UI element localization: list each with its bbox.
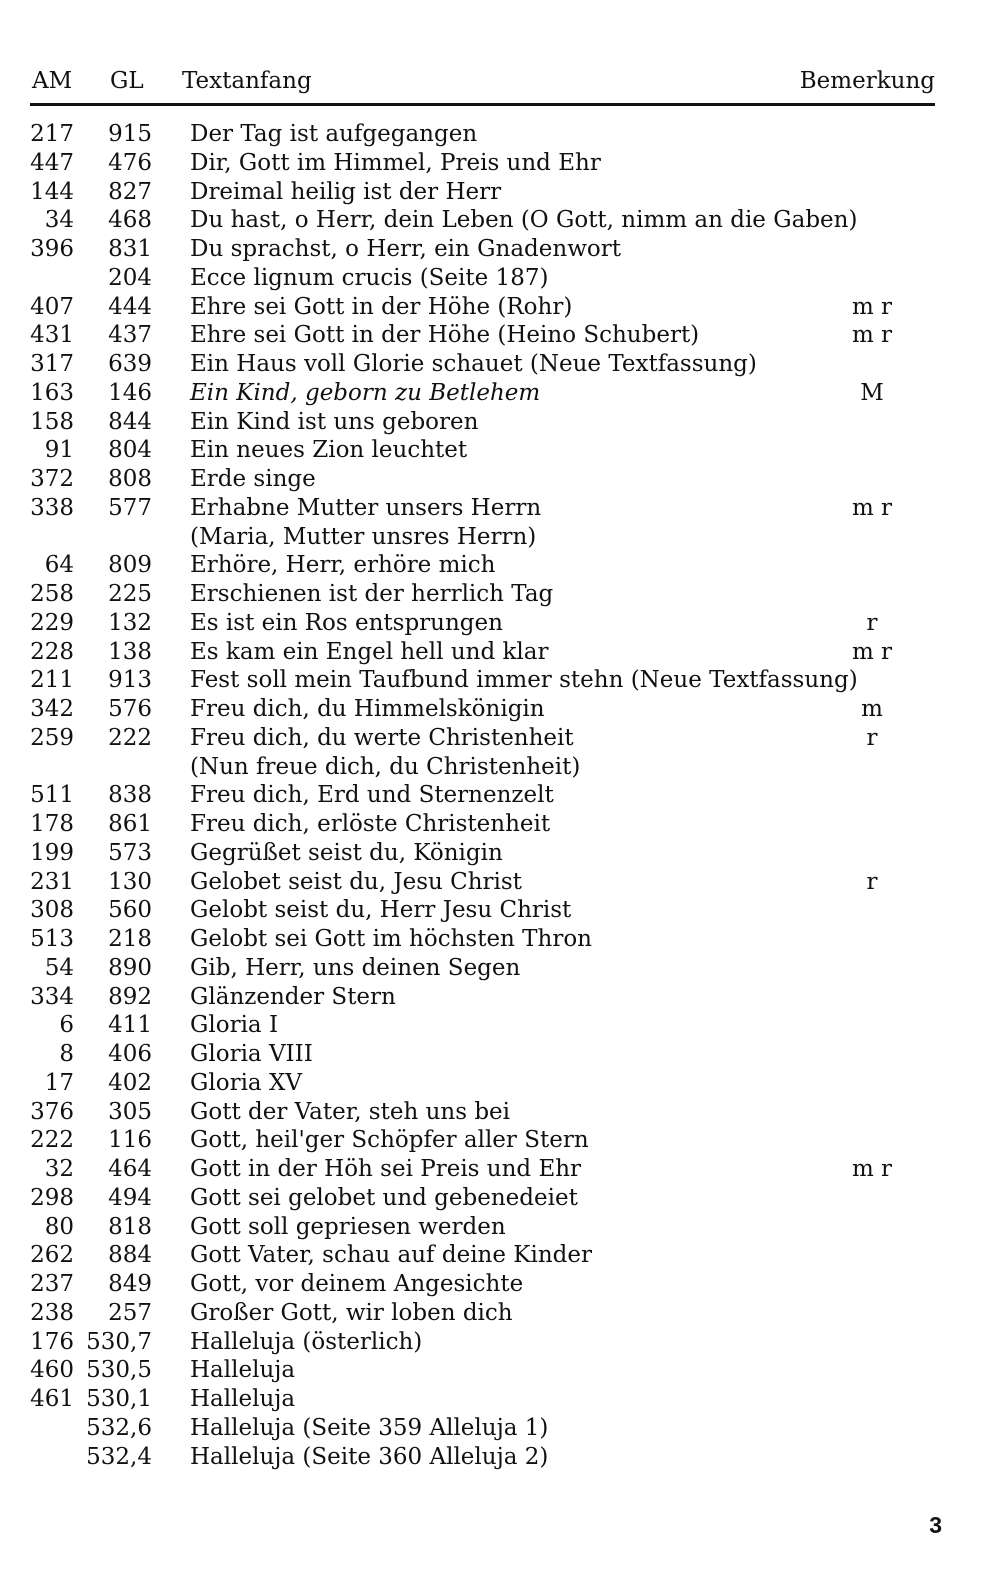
- header-bemerkung: Bemerkung: [799, 68, 935, 94]
- text-cell: Glänzender Stern: [190, 983, 396, 1010]
- table-row: [0, 896, 1000, 925]
- text-cell: Ein neues Zion leuchtet: [190, 437, 468, 464]
- table-row: [0, 1069, 1000, 1098]
- table-row: [0, 1414, 1000, 1443]
- remark-cell: m r: [851, 638, 893, 665]
- gl-cell: 204: [108, 264, 152, 291]
- table-row: [0, 551, 1000, 580]
- table-header: [30, 64, 935, 104]
- text-cell: Gloria I: [190, 1012, 279, 1039]
- text-cell: Gott, heil'ger Schöpfer aller Stern: [190, 1127, 589, 1154]
- remark-cell: r: [866, 609, 878, 636]
- table-row: [0, 436, 1000, 465]
- gl-cell: 913: [108, 667, 152, 694]
- table-row: [0, 1213, 1000, 1242]
- am-cell: 34: [44, 207, 74, 234]
- hymn-table: [0, 120, 1000, 1471]
- text-cell: Ehre sei Gott in der Höhe (Heino Schubert): [190, 322, 700, 349]
- text-cell: Dir, Gott im Himmel, Preis und Ehr: [190, 149, 601, 176]
- text-cell: Gelobt seist du, Herr Jesu Christ: [190, 897, 572, 924]
- gl-cell: 411: [108, 1012, 152, 1039]
- table-row: [0, 1241, 1000, 1270]
- text-cell: Der Tag ist aufgegangen: [190, 121, 478, 147]
- table-row: [0, 494, 1000, 523]
- text-cell: Ecce lignum crucis (Seite 187): [190, 264, 549, 291]
- text-cell: Gloria VIII: [190, 1041, 313, 1067]
- gl-cell: 577: [108, 494, 152, 521]
- gl-cell: 639: [108, 351, 152, 377]
- gl-cell: 406: [108, 1041, 152, 1067]
- am-cell: 511: [30, 782, 74, 809]
- text-cell: Ein Kind, geborn zu Betlehem: [190, 379, 541, 406]
- text-cell: Erhabne Mutter unsers Herrn: [190, 494, 542, 521]
- am-cell: 229: [30, 609, 74, 636]
- gl-cell: 915: [108, 121, 152, 147]
- header-gl: GL: [110, 68, 144, 94]
- am-cell: 222: [30, 1127, 74, 1154]
- table-row: [0, 523, 1000, 552]
- am-cell: 163: [30, 379, 74, 406]
- table-row: [0, 954, 1000, 983]
- text-cell: Gott sei gelobet und gebenedeiet: [190, 1184, 578, 1211]
- gl-cell: 116: [108, 1127, 152, 1154]
- am-cell: 176: [30, 1328, 74, 1355]
- gl-cell: 222: [108, 724, 152, 751]
- text-cell: Erde singe: [190, 466, 316, 492]
- table-row: [0, 868, 1000, 897]
- table-row: [0, 609, 1000, 638]
- gl-cell: 532,4: [86, 1443, 152, 1470]
- page-number: 3: [929, 1512, 942, 1538]
- text-cell: Erhöre, Herr, erhöre mich: [190, 552, 496, 579]
- remark-cell: r: [866, 724, 878, 751]
- header-textanfang: Textanfang: [182, 68, 312, 94]
- text-cell: Gott der Vater, steh uns bei: [190, 1098, 511, 1125]
- text-cell: Halleluja: [190, 1386, 296, 1412]
- text-cell: Ein Haus voll Glorie schauet (Neue Textfassung): [190, 351, 757, 377]
- gl-cell: 530,1: [86, 1386, 152, 1412]
- table-row: [0, 408, 1000, 437]
- header-am: AM: [32, 68, 73, 94]
- table-row: [0, 206, 1000, 235]
- am-cell: 238: [30, 1299, 74, 1326]
- table-row: [0, 1356, 1000, 1385]
- table-row: [0, 1385, 1000, 1414]
- am-cell: 211: [30, 667, 74, 694]
- am-cell: 6: [59, 1012, 74, 1039]
- am-cell: 298: [30, 1184, 74, 1211]
- gl-cell: 464: [108, 1156, 152, 1182]
- table-row: [0, 638, 1000, 667]
- table-row: [0, 983, 1000, 1012]
- text-cell: Freu dich, du werte Christenheit: [190, 724, 574, 751]
- table-row: [0, 1270, 1000, 1299]
- table-row: [0, 1098, 1000, 1127]
- text-cell: Halleluja (österlich): [190, 1328, 423, 1355]
- table-row: [0, 264, 1000, 293]
- table-row: [0, 810, 1000, 839]
- table-row: [0, 695, 1000, 724]
- am-cell: 342: [30, 696, 74, 722]
- am-cell: 259: [30, 724, 74, 751]
- am-cell: 144: [30, 178, 74, 205]
- text-cell: Halleluja: [190, 1357, 296, 1384]
- text-cell: Freu dich, Erd und Sternenzelt: [190, 782, 554, 809]
- am-cell: 396: [30, 236, 74, 262]
- am-cell: 334: [30, 983, 74, 1010]
- am-cell: 237: [30, 1271, 74, 1297]
- am-cell: 407: [30, 293, 74, 320]
- gl-cell: 890: [108, 954, 152, 981]
- gl-cell: 146: [108, 379, 152, 406]
- table-row: [0, 149, 1000, 178]
- remark-cell: m r: [851, 293, 893, 320]
- table-row: [0, 1184, 1000, 1213]
- table-row: [0, 1299, 1000, 1328]
- table-row: [0, 1155, 1000, 1184]
- gl-cell: 468: [108, 207, 152, 234]
- am-cell: 91: [44, 437, 74, 464]
- gl-cell: 838: [108, 782, 152, 809]
- am-cell: 178: [30, 811, 74, 837]
- table-row: [0, 753, 1000, 782]
- am-cell: 376: [30, 1098, 74, 1125]
- am-cell: 372: [30, 466, 74, 492]
- text-cell: Es ist ein Ros entsprungen: [190, 609, 503, 636]
- text-cell: Gott Vater, schau auf deine Kinder: [190, 1242, 592, 1269]
- text-cell: Fest soll mein Taufbund immer stehn (Neue Textfassung): [190, 667, 858, 694]
- table-row: [0, 580, 1000, 609]
- remark-cell: m: [861, 696, 883, 722]
- gl-cell: 809: [108, 552, 152, 579]
- am-cell: 308: [30, 897, 74, 924]
- gl-cell: 530,7: [86, 1328, 152, 1355]
- header-rule: [30, 103, 935, 106]
- gl-cell: 437: [108, 322, 152, 349]
- text-cell: Gib, Herr, uns deinen Segen: [190, 954, 521, 981]
- text-cell: (Maria, Mutter unsres Herrn): [190, 523, 537, 550]
- gl-cell: 831: [108, 236, 152, 262]
- text-cell: Gelobet seist du, Jesu Christ: [190, 868, 522, 895]
- text-cell: Halleluja (Seite 360 Alleluja 2): [190, 1443, 549, 1470]
- gl-cell: 305: [108, 1098, 152, 1125]
- gl-cell: 818: [108, 1213, 152, 1240]
- gl-cell: 138: [108, 638, 152, 665]
- gl-cell: 884: [108, 1242, 152, 1269]
- table-row: [0, 321, 1000, 350]
- table-row: [0, 724, 1000, 753]
- am-cell: 231: [30, 868, 74, 895]
- table-row: [0, 1328, 1000, 1357]
- am-cell: 447: [30, 149, 74, 176]
- text-cell: Gloria XV: [190, 1069, 302, 1096]
- am-cell: 338: [30, 494, 74, 521]
- am-cell: 228: [30, 638, 74, 665]
- table-row: [0, 1443, 1000, 1472]
- text-cell: Du hast, o Herr, dein Leben (O Gott, nimm an die Gaben): [190, 207, 858, 234]
- gl-cell: 476: [108, 149, 152, 176]
- gl-cell: 861: [108, 811, 152, 837]
- gl-cell: 573: [108, 839, 152, 866]
- gl-cell: 804: [108, 437, 152, 464]
- table-row: [0, 379, 1000, 408]
- text-cell: Großer Gott, wir loben dich: [190, 1299, 513, 1326]
- table-row: [0, 1040, 1000, 1069]
- am-cell: 217: [30, 121, 74, 147]
- am-cell: 64: [44, 552, 74, 579]
- gl-cell: 808: [108, 466, 152, 492]
- text-cell: Gelobt sei Gott im höchsten Thron: [190, 926, 592, 952]
- table-row: [0, 350, 1000, 379]
- table-row: [0, 1011, 1000, 1040]
- text-cell: Gott, vor deinem Angesichte: [190, 1271, 524, 1297]
- am-cell: 431: [30, 322, 74, 349]
- gl-cell: 827: [108, 178, 152, 205]
- table-row: [0, 178, 1000, 207]
- am-cell: 158: [30, 408, 74, 435]
- gl-cell: 444: [108, 293, 152, 320]
- text-cell: (Nun freue dich, du Christenheit): [190, 753, 581, 780]
- table-row: [0, 925, 1000, 954]
- text-cell: Ein Kind ist uns geboren: [190, 408, 479, 435]
- text-cell: Halleluja (Seite 359 Alleluja 1): [190, 1414, 549, 1441]
- gl-cell: 257: [108, 1299, 152, 1326]
- gl-cell: 218: [108, 926, 152, 952]
- gl-cell: 132: [108, 609, 152, 636]
- gl-cell: 225: [108, 581, 152, 607]
- am-cell: 8: [59, 1041, 74, 1067]
- am-cell: 461: [30, 1386, 74, 1412]
- text-cell: Freu dich, erlöste Christenheit: [190, 811, 551, 837]
- remark-cell: m r: [851, 494, 893, 521]
- table-row: [0, 465, 1000, 494]
- text-cell: Dreimal heilig ist der Herr: [190, 178, 502, 205]
- text-cell: Du sprachst, o Herr, ein Gnadenwort: [190, 236, 621, 262]
- table-row: [0, 781, 1000, 810]
- am-cell: 80: [44, 1213, 74, 1240]
- gl-cell: 130: [108, 868, 152, 895]
- am-cell: 262: [30, 1242, 74, 1269]
- am-cell: 32: [44, 1156, 74, 1182]
- remark-cell: m r: [851, 1156, 893, 1182]
- am-cell: 54: [44, 954, 74, 981]
- gl-cell: 494: [108, 1184, 152, 1211]
- remark-cell: M: [860, 379, 884, 406]
- text-cell: Gott in der Höh sei Preis und Ehr: [190, 1156, 582, 1182]
- gl-cell: 849: [108, 1271, 152, 1297]
- text-cell: Gegrüßet seist du, Königin: [190, 839, 503, 866]
- table-row: [0, 120, 1000, 149]
- text-cell: Gott soll gepriesen werden: [190, 1213, 506, 1240]
- am-cell: 513: [30, 926, 74, 952]
- am-cell: 460: [30, 1357, 74, 1384]
- gl-cell: 402: [108, 1069, 152, 1096]
- text-cell: Freu dich, du Himmelskönigin: [190, 696, 545, 722]
- text-cell: Erschienen ist der herrlich Tag: [190, 581, 554, 607]
- text-cell: Ehre sei Gott in der Höhe (Rohr): [190, 293, 573, 320]
- gl-cell: 560: [108, 897, 152, 924]
- table-row: [0, 666, 1000, 695]
- remark-cell: m r: [851, 322, 893, 349]
- gl-cell: 892: [108, 983, 152, 1010]
- am-cell: 17: [44, 1069, 74, 1096]
- am-cell: 258: [30, 581, 74, 607]
- gl-cell: 532,6: [86, 1414, 152, 1441]
- remark-cell: r: [866, 868, 878, 895]
- gl-cell: 844: [108, 408, 152, 435]
- gl-cell: 530,5: [86, 1357, 152, 1384]
- table-row: [0, 235, 1000, 264]
- table-row: [0, 1126, 1000, 1155]
- am-cell: 317: [30, 351, 74, 377]
- am-cell: 199: [30, 839, 74, 866]
- gl-cell: 576: [108, 696, 152, 722]
- text-cell: Es kam ein Engel hell und klar: [190, 638, 549, 665]
- table-row: [0, 293, 1000, 322]
- table-row: [0, 839, 1000, 868]
